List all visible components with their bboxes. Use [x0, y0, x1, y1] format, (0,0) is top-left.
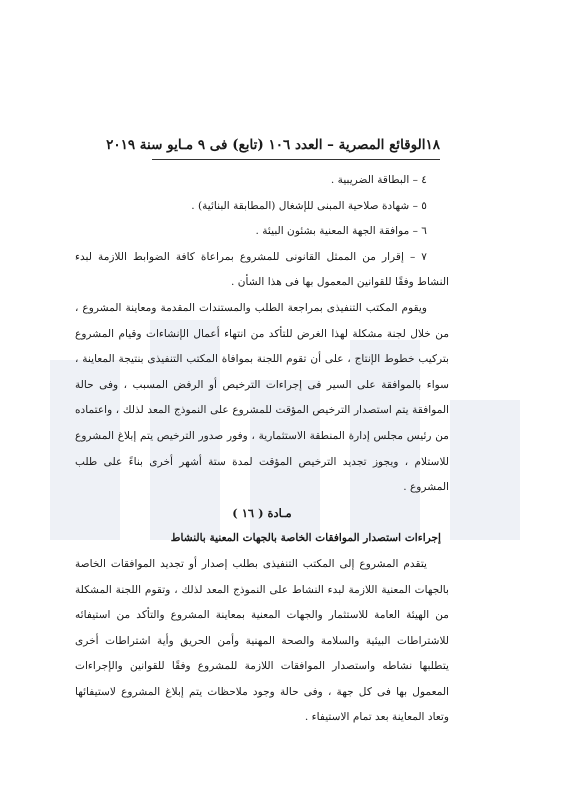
list-item: ٧ – إقرار من الممثل القانونى للمشروع بمراعاة كافة الضوابط اللازمة لبدء النشاط وفقًا للقوانين المعمول بها فى هذا الشأن . — [75, 250, 449, 289]
article-title: مـادة ( ١٦ ) — [232, 505, 292, 520]
paragraph-review-procedure: ويقوم المكتب التنفيذى بمراجعة الطلب والمستندات المقدمة ومعاينة المشروع ، من خلال لجنة مشكلة لهذا الغرض للتأكد من انتهاء أعمال الإنشاءات وقيام المشروع بتركيب خطوط الإنتاج ، على أن تقوم اللجنة بموافاة المكتب التنفيذى بنتيجة المعاينة ، سواء بالموافقة على السير فى إجراءات الترخيص أو الرفض المسبب ، وفى حالة الموافقة يتم استصدار الترخيص المؤقت للمشروع على النموذج المعد لذلك ، واعتماده من رئيس مجلس إدارة المنطقة الاستثمارية ، وفور صدور الترخيص يتم إبلاغ المشروع للاستلام ، ويجوز تجديد الترخيص المؤقت لمدة ستة أشهر أخرى بناءً على طلب المشروع . — [75, 301, 449, 494]
page-number: ١٨ — [425, 137, 440, 153]
list-item: ٤ – البطاقة الضريبية . — [330, 174, 427, 186]
header-divider — [152, 159, 440, 160]
gazette-title: الوقائع المصرية – العدد ١٠٦ (تابع) فى ٩ مـايو سنة ٢٠١٩ — [106, 137, 426, 153]
article-subheading: إجراءات استصدار الموافقات الخاصة بالجهات المعنية بالنشاط — [170, 532, 441, 545]
paragraph-approvals-procedure: يتقدم المشروع إلى المكتب التنفيذى بطلب إصدار أو تجديد الموافقات الخاصة بالجهات المعنية اللازمة لبدء النشاط على النموذج المعد لذلك ، وتقوم اللجنة المشكلة من الهيئة العامة للاستثمار والجهات المعنية بمعاينة المشروع والتأكد من استيفائه للاشتراطات البيئية والسلامة والصحة المهنية وأمن الحريق وأية اشتراطات أخرى يتطلبها نشاطه واستصدار الموافقات اللازمة للمشروع وفقًا للقوانين والإجراءات المعمول بها فى كل جهة ، وفى حالة وجود ملاحظات يتم إبلاغ المشروع لاستيفائها وتعاد المعاينة بعد تمام الاستيفاء . — [75, 557, 449, 724]
list-item: ٥ – شهادة صلاحية المبنى للإشغال (المطابقة البنائية) . — [191, 199, 427, 212]
page-header — [106, 134, 440, 156]
document-body — [75, 168, 449, 731]
list-item: ٦ – موافقة الجهة المعنية بشئون البيئة . — [255, 225, 427, 238]
